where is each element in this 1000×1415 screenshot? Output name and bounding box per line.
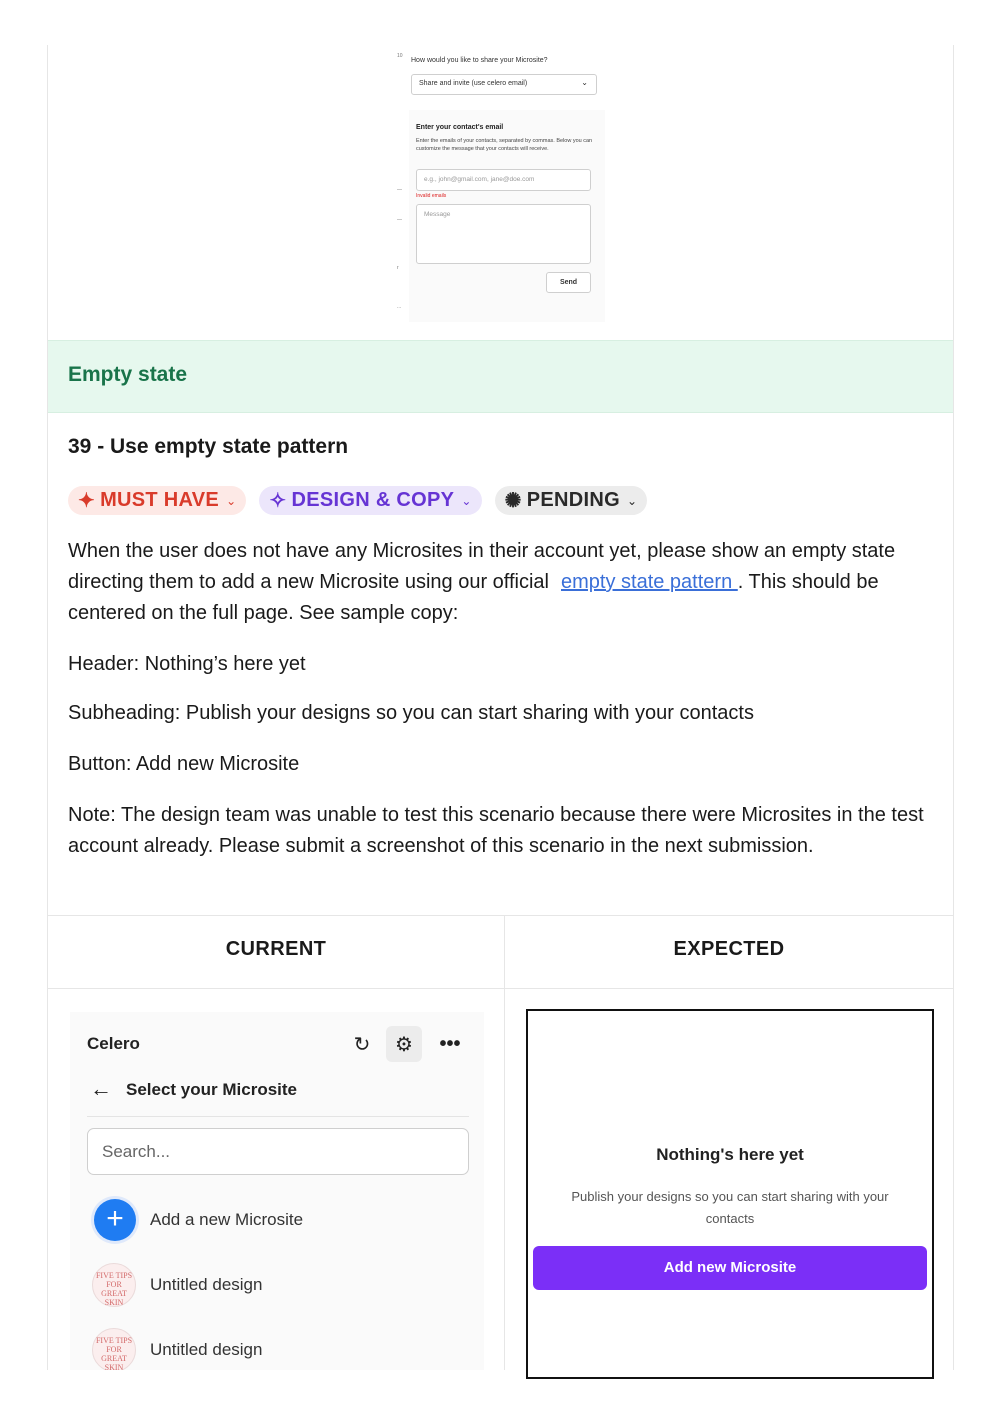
section-title: Empty state	[68, 363, 188, 386]
app-brand: Celero	[87, 1034, 140, 1053]
design-item[interactable]: Untitled design	[150, 1275, 263, 1294]
design-copy-tag[interactable]	[259, 486, 481, 515]
error-text: Invalid emails	[416, 193, 447, 199]
header-copy: Header: Nothing’s here yet	[68, 653, 306, 675]
design-copy-label: DESIGN & COPY	[291, 489, 455, 511]
gear-icon[interactable]: ⚙	[386, 1026, 422, 1062]
plus-icon[interactable]: +	[94, 1199, 136, 1241]
burst-icon: ✺	[504, 490, 522, 512]
refresh-icon[interactable]: ↻	[353, 1033, 371, 1056]
chevron-down-icon: ⌄	[626, 493, 638, 508]
description-text: When the user does not have any Microsites in their account yet, please show an empty state directing them to add a new Microsite using our official	[68, 540, 896, 593]
table-border	[48, 988, 953, 989]
expected-screenshot	[526, 1009, 934, 1379]
back-arrow-icon[interactable]: ←	[90, 1076, 112, 1101]
sparkle-outline-icon: ✧	[269, 490, 287, 512]
side-mark: —	[397, 217, 402, 223]
share-form-screenshot	[397, 47, 605, 322]
design-thumbnail: FIVE TIPS FOR GREAT SKIN	[92, 1263, 136, 1307]
current-screenshot	[70, 1012, 484, 1370]
message-textarea[interactable]: Message	[416, 204, 591, 264]
search-input[interactable]: Search...	[87, 1128, 469, 1175]
side-mark: r	[397, 265, 399, 271]
add-microsite-item[interactable]: Add a new Microsite	[150, 1210, 304, 1229]
share-method-value: Share and invite (use celero email)	[419, 80, 528, 87]
add-new-microsite-button[interactable]: Add new Microsite	[533, 1246, 927, 1290]
section-header	[48, 340, 953, 413]
must-have-label: MUST HAVE	[100, 489, 220, 511]
note-copy: Note: The design team was unable to test this scenario because there were Microsites in the test account already. Please submit a screenshot of this scenario in the next submission.	[68, 804, 924, 857]
pending-label: PENDING	[526, 489, 620, 511]
table-border	[48, 915, 953, 916]
table-divider	[504, 916, 505, 1370]
button-copy: Button: Add new Microsite	[68, 753, 300, 775]
empty-state-subheading: Publish your designs so you can start sharing with your contacts	[571, 1189, 889, 1226]
sparkle-icon: ✦	[78, 490, 96, 512]
description-text-end: . This should be centered on the full page. See sample copy:	[68, 571, 879, 624]
chevron-down-icon: ⌄	[461, 493, 472, 508]
empty-state-pattern-link[interactable]: empty state pattern	[561, 571, 738, 593]
design-item[interactable]: Untitled design	[150, 1340, 263, 1359]
subheading-copy: Subheading: Publish your designs so you can start sharing with your contacts	[68, 702, 754, 724]
divider	[87, 1116, 469, 1117]
description	[68, 536, 928, 629]
current-column-header: CURRENT	[225, 938, 327, 960]
chevron-down-icon: ⌄	[226, 493, 237, 508]
side-mark: ...	[397, 304, 402, 310]
pending-tag[interactable]	[495, 486, 648, 515]
tag-row	[68, 486, 647, 515]
more-icon[interactable]: •••	[439, 1032, 461, 1055]
share-method-select[interactable]	[411, 74, 597, 95]
contacts-help: Enter the emails of your contacts, separated by commas. Below you can customize the message that your contacts will receive.	[416, 138, 593, 152]
expected-column-header: EXPECTED	[673, 938, 785, 960]
contacts-title: Enter your contact's email	[416, 124, 504, 131]
screen-title: Select your Microsite	[126, 1080, 298, 1099]
item-heading: 39 - Use empty state pattern	[68, 435, 349, 458]
side-mark: 10	[397, 53, 403, 59]
must-have-tag[interactable]	[68, 486, 246, 515]
chevron-down-icon: ⌄	[581, 78, 588, 87]
design-thumbnail: FIVE TIPS FOR GREAT SKIN	[92, 1328, 136, 1370]
empty-state-heading: Nothing's here yet	[656, 1145, 804, 1164]
share-question: How would you like to share your Microsite?	[411, 57, 548, 64]
email-input[interactable]: e.g., john@gmail.com, jane@doe.com	[416, 169, 591, 191]
send-button[interactable]: Send	[546, 272, 591, 293]
side-mark: —	[397, 187, 402, 193]
